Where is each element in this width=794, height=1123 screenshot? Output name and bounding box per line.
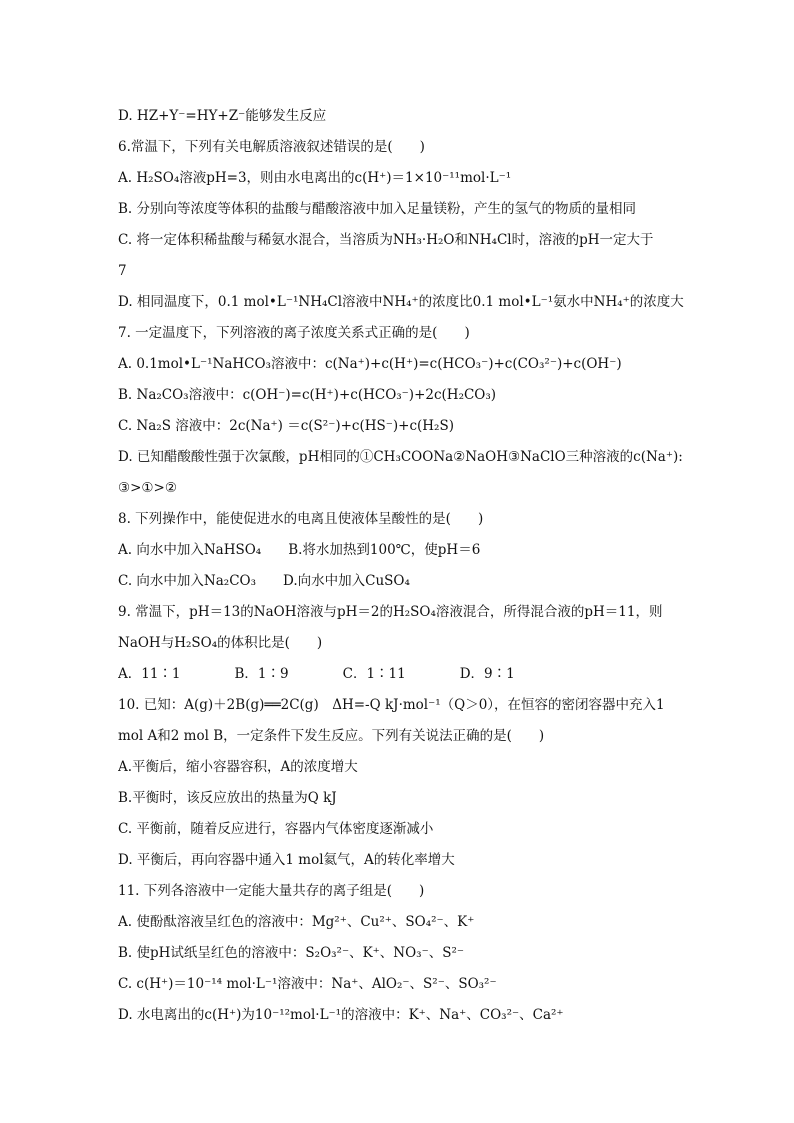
option-line: D. 相同温度下，0.1 mol•L⁻¹NH₄Cl溶液中NH₄⁺的浓度比0.1 mol•L⁻¹氨水中NH₄⁺的浓度大 bbox=[118, 294, 684, 310]
option-line: B. 使pH试纸呈红色的溶液中：S₂O₃²⁻、K⁺、NO₃⁻、S²⁻ bbox=[118, 945, 465, 961]
option-line: D. 平衡后，再向容器中通入1 mol氦气，A的转化率增大 bbox=[118, 852, 455, 868]
question-stem: 8. 下列操作中，能使促进水的电离且使液体呈酸性的是( ) bbox=[118, 511, 484, 527]
question-stem: 10. 已知：A(g)＋2B(g)══2C(g) ΔH=-Q kJ·mol⁻¹（Q＞0），在恒容的密闭容器中充入1 bbox=[118, 697, 665, 713]
option-line: B. Na₂CO₃溶液中：c(OH⁻)=c(H⁺)+c(HCO₃⁻)+2c(H₂CO₃) bbox=[118, 387, 497, 403]
option-line-cont: ③>①>② bbox=[118, 480, 177, 496]
question-stem: 6.常温下，下列有关电解质溶液叙述错误的是( ) bbox=[118, 139, 425, 155]
question-stem: 7. 一定温度下，下列溶液的离子浓度关系式正确的是( ) bbox=[118, 325, 470, 341]
question-stem-cont: mol A和2 mol B，一定条件下发生反应。下列有关说法正确的是( ) bbox=[118, 728, 545, 744]
option-line: A. 0.1mol•L⁻¹NaHCO₃溶液中：c(Na⁺)+c(H⁺)=c(HCO₃⁻)+c(CO₃²⁻)+c(OH⁻) bbox=[118, 356, 622, 372]
question-stem-cont: NaOH与H₂SO₄的体积比是( ) bbox=[118, 635, 323, 651]
text-line: D. HZ+Y⁻=HY+Z⁻能够发生反应 bbox=[118, 108, 327, 124]
option-line: B. 分别向等浓度等体积的盐酸与醋酸溶液中加入足量镁粉，产生的氢气的物质的量相同 bbox=[118, 201, 637, 217]
option-line-cont: 7 bbox=[118, 263, 127, 279]
option-line: B.平衡时，该反应放出的热量为Q kJ bbox=[118, 790, 337, 806]
option-line: A．11∶1 B．1∶9 C．1∶11 D．9∶1 bbox=[118, 666, 515, 682]
option-line: C. c(H⁺)＝10⁻¹⁴ mol·L⁻¹溶液中：Na⁺、AlO₂⁻、S²⁻、SO₃²⁻ bbox=[118, 976, 497, 992]
option-line: A. 使酚酞溶液呈红色的溶液中：Mg²⁺、Cu²⁺、SO₄²⁻、K⁺ bbox=[118, 914, 475, 930]
option-line: A. H₂SO₄溶液pH=3，则由水电离出的c(H⁺)＝1×10⁻¹¹mol·L⁻¹ bbox=[118, 170, 512, 186]
question-stem: 11. 下列各溶液中一定能大量共存的离子组是( ) bbox=[118, 883, 425, 899]
option-line: A.平衡后，缩小容器容积，A的浓度增大 bbox=[118, 759, 358, 775]
option-line: C. 向水中加入Na₂CO₃ D.向水中加入CuSO₄ bbox=[118, 573, 410, 589]
option-line: C. Na₂S 溶液中：2c(Na⁺) ＝c(S²⁻)+c(HS⁻)+c(H₂S) bbox=[118, 418, 454, 434]
option-line: D. 水电离出的c(H⁺)为10⁻¹²mol·L⁻¹的溶液中：K⁺、Na⁺、CO₃²⁻、Ca²⁺ bbox=[118, 1007, 564, 1023]
option-line: A. 向水中加入NaHSO₄ B.将水加热到100℃，使pH＝6 bbox=[118, 542, 481, 558]
question-stem: 9. 常温下，pH＝13的NaOH溶液与pH＝2的H₂SO₄溶液混合，所得混合液的pH＝11，则 bbox=[118, 604, 663, 620]
option-line: D. 已知醋酸酸性强于次氯酸，pH相同的①CH₃COONa②NaOH③NaClO三种溶液的c(Na⁺): bbox=[118, 449, 683, 465]
option-line: C. 平衡前，随着反应进行，容器内气体密度逐渐减小 bbox=[118, 821, 434, 837]
option-line: C. 将一定体积稀盐酸与稀氨水混合，当溶质为NH₃·H₂O和NH₄Cl时，溶液的pH一定大于 bbox=[118, 232, 654, 248]
